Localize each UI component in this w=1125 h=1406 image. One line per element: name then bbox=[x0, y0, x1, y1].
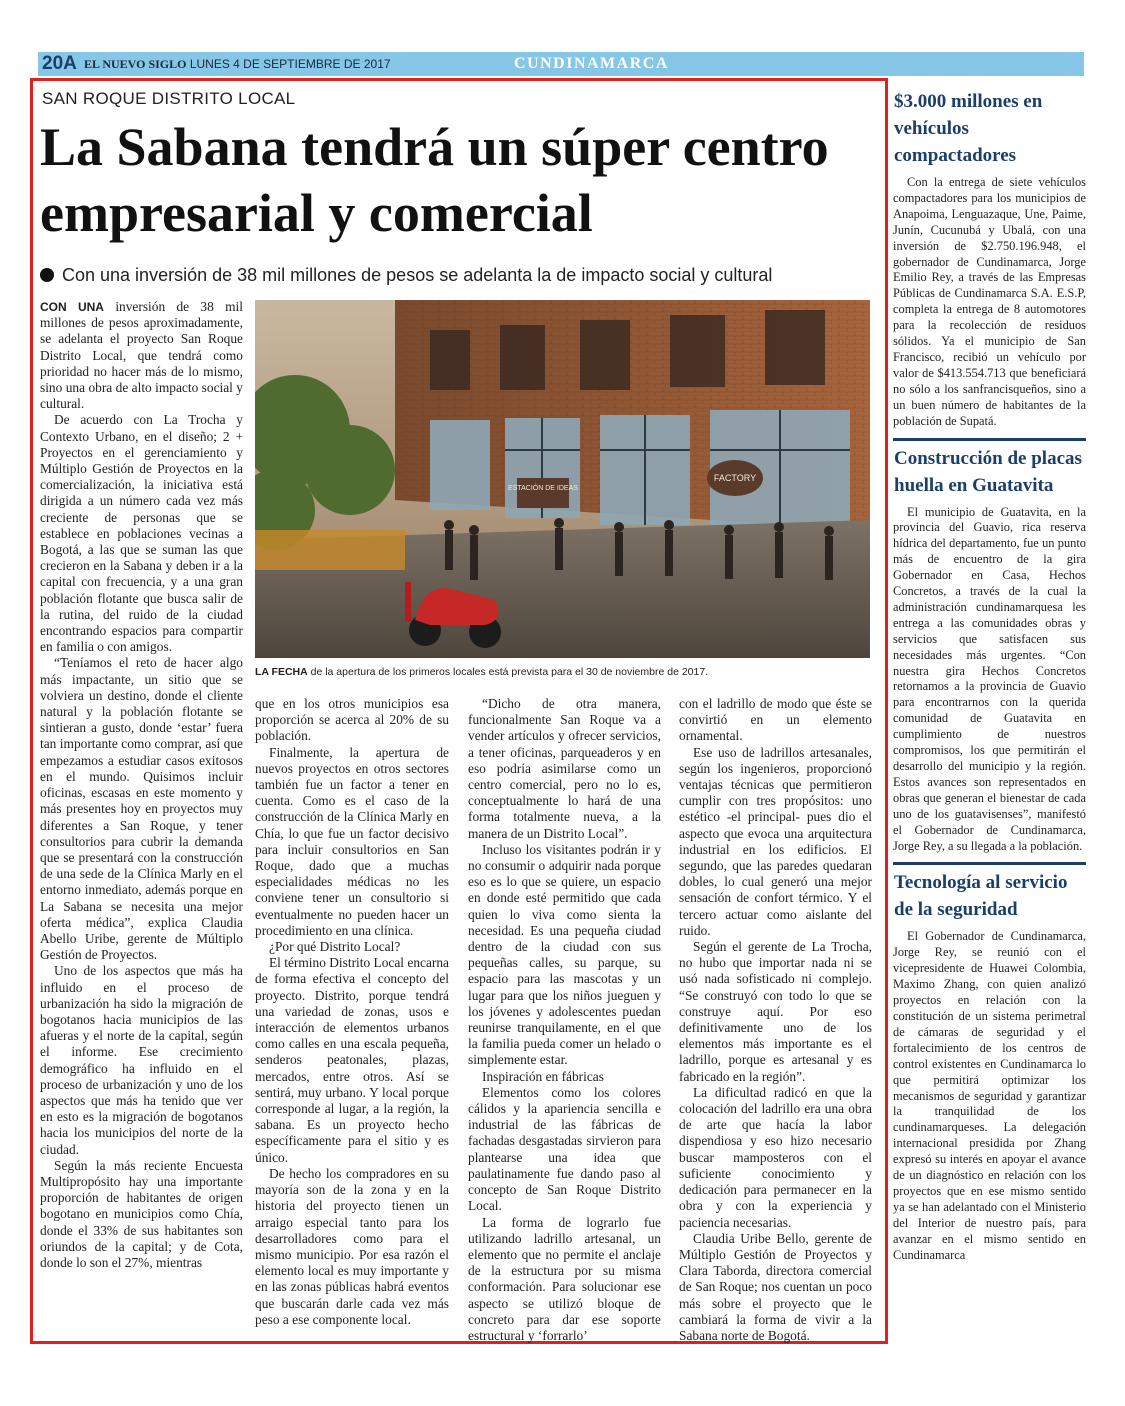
page-header bbox=[38, 52, 1084, 76]
brief-body bbox=[893, 505, 1086, 855]
brief-body bbox=[893, 929, 1086, 1263]
article-subhead bbox=[40, 265, 870, 286]
rendering-illustration bbox=[255, 300, 870, 658]
page-number: 20A bbox=[42, 53, 77, 74]
paragraph: “Teníamos el reto de hacer algo más impactante, un sitio que se volviera un destino, donde el cliente natural y la población flotante se sintieran a gusto, donde ‘estar’ fuera tan importante como comprar, así que empezamos a estudiar casos exitosos en el mundo. Quisimos incluir oficinas, escasas en este momento y más presentes hoy en proyectos muy diferentes a San Roque, y tener consultorios para cubrir la demanda que se presentará con la construcción de una sede de la Clínica Marly en el entorno inmediato, además porque en La Sabana se necesita una mejor oferta médica”, explica Claudia Abello Uribe, gerente de Múltiplo Gestión de Proyectos. bbox=[40, 655, 243, 963]
article-column-2 bbox=[255, 696, 449, 1328]
article-column-4 bbox=[679, 696, 872, 1344]
paragraph: El Gobernador de Cundinamarca, Jorge Rey, se reunió con el vicepresidente de Huawei Colombia, Maximo Zhang, con quien analizó proyectos en relación con la constitución de un sistema perimetral de cámaras de seguridad y el fortalecimiento de los centros de control existentes en Cundinamarca lo que permitirá optimizar los mecanismos de seguridad y garantizar la tranquilidad de los cundinamarqueses. La delegación internacional presidida por Zhang expresó su interés en apoyar el avance de un diagnóstico en relación con los proyectos que en ese mismo sentido ya se han adelantado con el Ministerio del Interior de nuestro país, para avanzar en el mismo sentido en Cundinamarca bbox=[893, 929, 1086, 1262]
paragraph: El término Distrito Local encarna de forma efectiva el concepto del proyecto. Distrito, porque tendrá una variedad de zonas, usos e interacción de elementos urbanos como calles en una escala pequeña, senderos peatonales, plazas, mercados, entre otros. Así se sentirá, muy urbano. Y local porque corresponde al lugar, a la región, la sabana. Es un proyecto hecho específicamente para el sitio y es único. bbox=[255, 955, 449, 1165]
article-column-1 bbox=[40, 299, 243, 1271]
paragraph: Incluso los visitantes podrán ir y no consumir o adquirir nada porque eso es lo que se quiere, un espacio en donde esté permitido que cada quien lo viva como sienta la necesidad. Es una pequeña ciudad dentro de la ciudad con sus pequeñas calles, su parque, su espacio para las mascotas y un lugar para que los niños jueguen y los jóvenes y adolescentes puedan reunirse tranquilamente, en el que la familia pueda comer un helado o simplemente estar. bbox=[468, 841, 661, 1068]
paragraph: ¿Por qué Distrito Local? bbox=[269, 939, 401, 955]
article-kicker: SAN ROQUE DISTRITO LOCAL bbox=[42, 89, 296, 108]
paper-info bbox=[84, 52, 391, 76]
brief-body bbox=[893, 175, 1086, 430]
paragraph: que en los otros municipios esa proporción se acerca al 20% de su población. bbox=[255, 696, 449, 744]
paragraph: La dificultad radicó en que la colocación del ladrillo era una obra de arte que hacía la labor dispendiosa y eso hizo necesario buscar mamposteros con el suficiente conocimiento y dedicación para permanecer en la obra y con la experiencia y paciencia necesarias. bbox=[679, 1084, 872, 1230]
paragraph bbox=[40, 299, 243, 412]
subhead-text: Con una inversión de 38 mil millones de pesos se adelanta la de impacto social y cultural bbox=[62, 265, 773, 285]
caption-text: de la apertura de los primeros locales está prevista para el 30 de noviembre de 2017. bbox=[310, 666, 709, 678]
article-photo bbox=[255, 300, 870, 658]
sidebar-briefs bbox=[893, 88, 1086, 1263]
paragraph: De hecho los compradores en su mayoría son de la zona y en la historia del proyecto tienen un arraigo especial tanto para los desarrolladores como para el mismo municipio. Por esa razón el elemento local es muy importante y en las zonas públicas habrá eventos que buscarán darle cada vez más peso a ese componente local. bbox=[255, 1165, 449, 1327]
paragraph: Según el gerente de La Trocha, no hubo que importar nada ni se usó nada sofisticado ni complejo. “Se construyó con todo lo que se construye aquí. Por eso definitivamente uno de los elementos más importante es el ladrillo, porque es artesanal y es fabricado en la región”. bbox=[679, 939, 872, 1084]
paragraph: Uno de los aspectos que más ha influido en el proceso de urbanización ha sido la migración de bogotanos hacia municipios de las afueras y el norte de la capital, según el informe. Ese crecimiento demográfico ha influido en el proceso de urbanización y uno de los aspectos que más ha tenido que ver en esto es la migración de bogotanos hacia los municipios del norte de la ciudad. bbox=[40, 963, 243, 1157]
brief-title: $3.000 millones en vehículos compactadores bbox=[894, 91, 1043, 166]
paragraph: El municipio de Guatavita, en la provincia del Guavio, rica reserva hídrica del departamento, fue un punto más de encuentro de la gira Gobernador en Casa, Hechos Concretos, a través de la cual la administración cundinamarquesa les entrega a las comunidades obras y servicios que satisfacen sus necesidades más urgentes. “Con nuestra gira Hechos Concretos retornamos a la provincia de Guavio para encontrarnos con la querida comunidad de Guatavita en cumplimiento de nuestros compromisos, los que permitirán el desarrollo del municipio y la región. Estos avances son representados en obras que generan el bienestar de cada uno de los guatavisenses”, manifestó el Gobernador de Cundinamarca, Jorge Rey, a su llegada a la población. bbox=[893, 504, 1086, 853]
article-headline: La Sabana tendrá un súper centro empresarial y comercial bbox=[40, 117, 829, 243]
sign-text: ESTACIÓN DE IDEAS bbox=[508, 485, 578, 492]
section-title: CUNDINAMARCA bbox=[514, 55, 669, 72]
sign-text: FACTORY bbox=[713, 473, 757, 483]
caption-lead: LA FECHA bbox=[255, 666, 308, 678]
paragraph: De acuerdo con La Trocha y Contexto Urbano, en el diseño; 2 + Proyectos en el gerenciamiento y Múltiplo Gestión de Proyectos en la comercialización, la iniciativa está dirigida a un número cada vez más creciente de personas que se establece en poblaciones vecinas a Bogotá, a las que se suman las que crecieron en la Sabana y deben ir a la capital con frecuencia, y a una gran población flotante que busca salir de la rutina, del ruido de la ciudad encontrando espacios para compartir en familia o con amigos. bbox=[40, 412, 243, 655]
lead-in: CON UNA bbox=[40, 300, 104, 314]
photo-caption bbox=[255, 666, 870, 678]
article-column-3 bbox=[468, 696, 661, 1344]
paper-name: EL NUEVO SIGLO bbox=[84, 57, 187, 71]
paragraph: Según la más reciente Encuesta Multipropósito hay una importante proporción de habitantes de origen bogotano en municipios como Chía, donde el 33% de sus habitantes son oriundos de la capital; y de Cota, donde lo son el 27%, mientras bbox=[40, 1157, 243, 1270]
paragraph: La forma de lograrlo fue utilizando ladrillo artesanal, un elemento que no permite el anclaje de la estructura por su misma conformación. Para solucionar ese aspecto se utilizó bloque de concreto para dar ese soporte estructural y ‘forrarlo’ bbox=[468, 1214, 661, 1343]
paragraph: Ese uso de ladrillos artesanales, según los ingenieros, proporcionó ventajas técnicas que permitieron cumplir con tres propósitos: uno estético -el principal- pues dio el aspecto que evoca una arquitectura industrial en los edificios. El segundo, que las paredes quedaran dobles, lo cual generó una mejor sensación de confort térmico. Y el tercero actuar como aislante del ruido. bbox=[679, 744, 872, 938]
paragraph: Elementos como los colores cálidos y la apariencia sencilla e industrial de las fábricas de fachadas desgastadas sirvieron para plantearse una idea que paulatinamente fue dando paso al concepto de San Roque Distrito Local. bbox=[468, 1084, 661, 1214]
issue-date: LUNES 4 DE SEPTIEMBRE DE 2017 bbox=[189, 57, 391, 71]
bullet-icon bbox=[40, 268, 54, 282]
paragraph: Con la entrega de siete vehículos compactadores para los municipios de Anapoima, Lenguazaque, Une, Paime, Junín, Cucunubá y Ubalá, con una inversión de $2.750.196.948, el gobernador de Cundinamarca, Jorge Emilio Rey, a través de las Empresas Públicas de Cundinamarca S.A. E.S.P, completa la entrega de 8 automotores para la recolección de residuos sólidos. Ya el municipio de San Francisco, recibió un vehículo por valor de $413.554.713 que beneficiará no sólo a los sanfrancisqueños, sino a un buen número de habitantes de la población de Supatá. bbox=[893, 175, 1086, 428]
divider bbox=[893, 862, 1086, 865]
paragraph: Claudia Uribe Bello, gerente de Múltiplo Gestión de Proyectos y Clara Taborda, directora comercial de San Roque; nos cuentan un poco más sobre el proyecto que le cambiará la forma de vivir a la Sabana norte de Bogotá. bbox=[679, 1230, 872, 1343]
paragraph-text: inversión de 38 mil millones de pesos aproximadamente, se adelanta el proyecto San Roque Distrito Local, que tendrá como prioridad no hacer más de lo mismo, sino una obra de alto impacto social y cultural. bbox=[40, 299, 244, 412]
paragraph: “Dicho de otra manera, funcionalmente San Roque va a vender artículos y ofrecer servicios, a tener oficinas, parqueaderos y en eso podría asimilarse como un centro comercial, pero no lo es, conceptualmente lo hará de una forma totalmente nueva, a la manera de un Distrito Local”. bbox=[468, 696, 661, 841]
paragraph: Finalmente, la apertura de nuevos proyectos en otros sectores también fue un factor a tener en cuenta. Como es el caso de la construcción de la Clínica Marly en Chía, lo que fue un factor decisivo para incluir consultorios en San Roque, dado que a muchas especialidades médicas no les conviene tener un consultorio si eventualmente no pueden hacer un procedimiento en una clínica. bbox=[255, 744, 449, 938]
divider bbox=[893, 438, 1086, 441]
paragraph: con el ladrillo de modo que éste se convirtió en un elemento ornamental. bbox=[679, 696, 872, 744]
brief-title: Tecnología al servicio de la seguridad bbox=[894, 872, 1068, 921]
paragraph: Inspiración en fábricas bbox=[482, 1068, 604, 1084]
brief-title: Construcción de placas huella en Guatavita bbox=[894, 447, 1082, 496]
